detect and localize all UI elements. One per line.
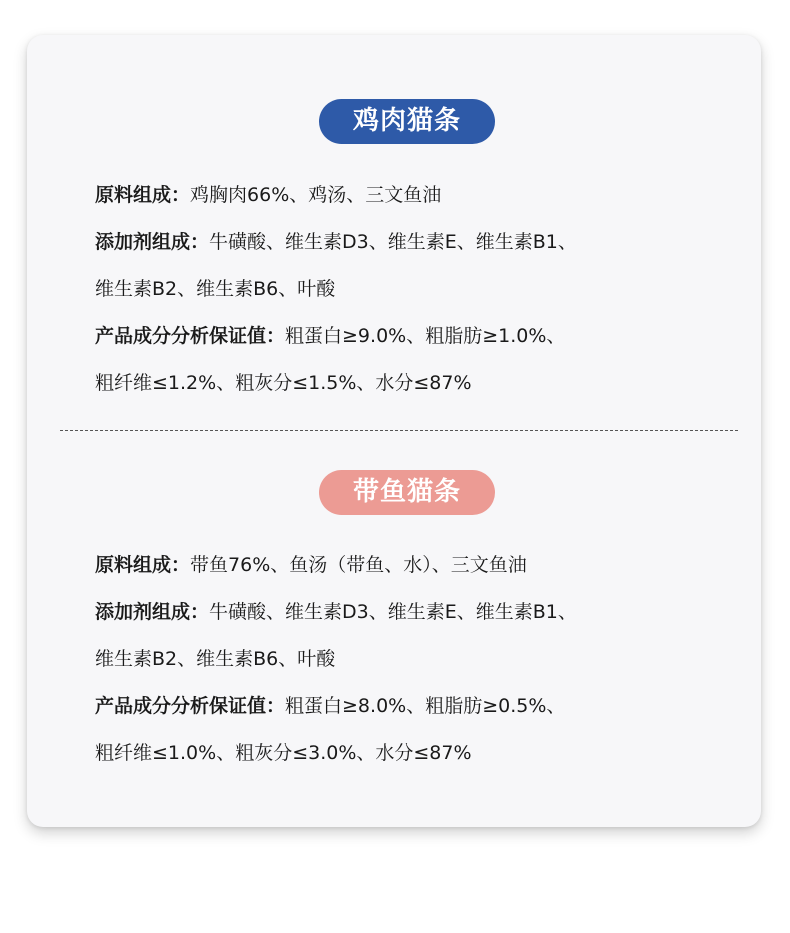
ingredients-label: 原料组成： [95,184,191,206]
analysis-row [95,326,735,373]
additives-value: 维生素B2、维生素B6、叶酸 [95,278,336,300]
additives-label: 添加剂组成： [95,231,210,253]
analysis-value: 粗纤维≤1.0%、粗灰分≤3.0%、水分≤87% [95,742,472,764]
ingredients-value: 带鱼76%、鱼汤（带鱼、水）、三文鱼油 [190,554,527,576]
additives-value: 牛磺酸、维生素D3、维生素E、维生素B1、 [209,231,577,253]
additives-label: 添加剂组成： [95,601,210,623]
hairtail-details [95,555,735,790]
section-divider [60,430,738,431]
analysis-value: 粗蛋白≥8.0%、粗脂肪≥0.5%、 [285,695,566,717]
additives-row [95,602,735,649]
analysis-label: 产品成分分析保证值： [95,325,286,347]
additives-row-continued [95,279,735,326]
additives-value: 牛磺酸、维生素D3、维生素E、维生素B1、 [209,601,577,623]
analysis-row-continued [95,373,735,420]
analysis-row-continued [95,743,735,790]
product-info-card [27,35,761,827]
hairtail-title-badge: 带鱼猫条 [319,470,495,515]
chicken-title-badge: 鸡肉猫条 [319,99,495,144]
ingredients-value: 鸡胸肉66%、鸡汤、三文鱼油 [190,184,442,206]
additives-row [95,232,735,279]
chicken-details [95,185,735,420]
analysis-value: 粗纤维≤1.2%、粗灰分≤1.5%、水分≤87% [95,372,472,394]
analysis-label: 产品成分分析保证值： [95,695,286,717]
ingredients-row [95,185,735,232]
analysis-value: 粗蛋白≥9.0%、粗脂肪≥1.0%、 [285,325,566,347]
analysis-row [95,696,735,743]
ingredients-row [95,555,735,602]
ingredients-label: 原料组成： [95,554,191,576]
additives-value: 维生素B2、维生素B6、叶酸 [95,648,336,670]
additives-row-continued [95,649,735,696]
